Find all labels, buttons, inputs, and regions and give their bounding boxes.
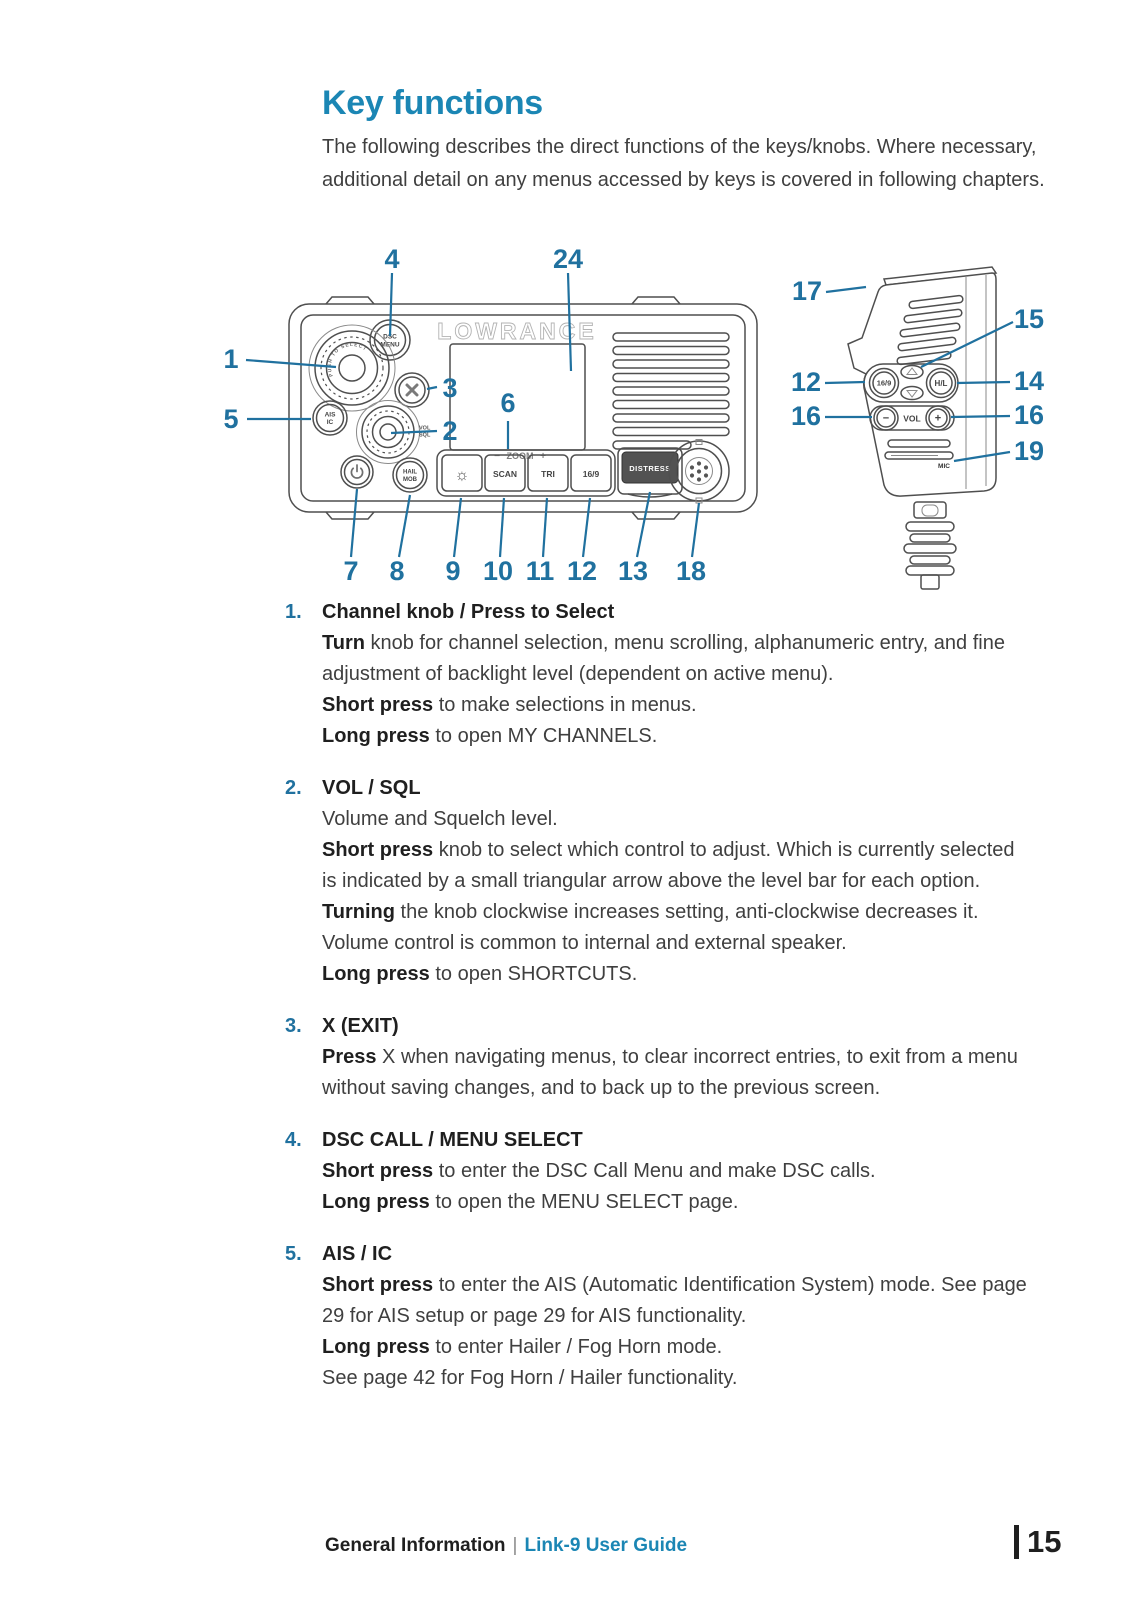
item-paragraph: Press X when navigating menus, to clear incorrect entries, to exit from a menu without saving changes, and to back up to the previous screen. [322,1046,1018,1099]
svg-text:SQL: SQL [419,432,431,439]
handset-cable [904,502,956,589]
key-function-item [285,773,1033,990]
item-paragraph: Short press to enter the DSC Call Menu and make DSC calls. [322,1160,876,1182]
callout-11: 11 [525,556,555,586]
svg-text:16/9: 16/9 [582,469,600,479]
callout-18: 18 [675,556,707,586]
plus-icon: + [934,412,942,425]
key-function-item [285,1239,1033,1394]
callout-9: 9 [445,556,461,586]
handset-drawing [848,267,996,589]
item-number: 4. [285,1129,302,1151]
svg-text:16/9: 16/9 [876,378,892,388]
svg-text:DISTRESS: DISTRESS [629,464,671,473]
callout-16-right: 16 [1013,400,1045,430]
item-number: 3. [285,1015,302,1037]
radio-front-panel-drawing [289,297,757,519]
intro-paragraph: The following describes the direct functions of the keys/knobs. Where necessary, additional detail on any menus accessed by keys is covered in following chapters. [322,136,1045,191]
zoom-minus-icon: − [494,451,500,462]
item-paragraph: Short press to enter the AIS (Automatic Identification System) mode. See page 29 for AIS setup or page 29 for AIS functionality. [322,1274,1027,1327]
item-paragraph: Short press to make selections in menus. [322,694,697,716]
distress-key-drawing [618,448,682,497]
page-number-bar [1014,1525,1019,1559]
svg-text:TRI: TRI [541,469,555,479]
callout-14: 14 [1013,366,1045,396]
speaker-grille [613,333,729,449]
key-function-item [285,1011,1033,1104]
brand-logo: LOWRANCE [437,318,597,344]
item-number: 2. [285,777,302,799]
footer-separator: | [512,1535,518,1556]
svg-text:H/L: H/L [934,379,948,388]
backlight-icon: ☼ [454,467,470,484]
footer-guide-link[interactable]: Link-9 User Guide [524,1535,688,1556]
callout-12: 12 [566,556,598,586]
item-paragraph: Long press to open MY CHANNELS. [322,725,658,747]
key-functions-diagram [0,240,1128,592]
callout-12-handset: 12 [790,367,822,397]
callout-5: 5 [223,404,239,434]
page-number [1014,1524,1061,1560]
callout-1: 1 [223,344,239,374]
item-paragraph: Turn knob for channel selection, menu scrolling, alphanumeric entry, and fine adjustment of backlight level (dependent on active menu). [322,632,1005,685]
diagram-svg [0,240,1128,592]
item-paragraph: See page 42 for Fog Horn / Hailer functionality. [322,1367,738,1389]
item-title: DSC CALL / MENU SELECT [322,1129,583,1151]
hail-mob-key-drawing [393,458,427,492]
page-number-value: 15 [1027,1524,1062,1559]
key-function-item [285,1125,1033,1218]
item-number: 1. [285,601,302,623]
footer [325,1535,687,1557]
item-title: X (EXIT) [322,1015,399,1037]
callout-7: 7 [343,556,359,586]
callout-19: 19 [1013,436,1045,466]
x-icon [407,385,417,395]
callout-13: 13 [617,556,649,586]
callout-8: 8 [389,556,405,586]
callout-16-left: 16 [790,401,822,431]
callout-4: 4 [384,244,400,274]
zoom-plus-icon: + [540,451,546,462]
item-paragraph: Long press to open SHORTCUTS. [322,963,638,985]
channel-knob-drawing [309,325,395,411]
callout-17: 17 [791,276,823,306]
svg-text:VOL: VOL [419,425,431,432]
svg-text:DSC: DSC [383,333,397,341]
svg-text:MENU: MENU [380,341,400,349]
display-screen [450,344,585,450]
item-paragraph: Long press to enter Hailer / Fog Horn mode. [322,1336,723,1358]
page-title: Key functions [322,84,543,122]
callout-10: 10 [482,556,514,586]
callout-2: 2 [442,416,458,446]
callout-15: 15 [1013,304,1045,334]
item-title: VOL / SQL [322,777,421,799]
item-paragraph: Volume and Squelch level. [322,808,558,830]
item-title: AIS / IC [322,1243,393,1265]
item-title: Channel knob / Press to Select [322,601,615,623]
item-number: 5. [285,1243,302,1265]
key-function-item [285,597,1033,752]
svg-text:ZOOM: ZOOM [506,451,534,461]
power-key-drawing [341,456,373,488]
svg-text:VOL: VOL [903,413,921,424]
svg-text:SCAN: SCAN [492,469,518,479]
knob-ring-text: PUSH TO SELECT [327,343,368,378]
svg-text:MIC: MIC [938,463,950,470]
x-exit-key-drawing [395,373,429,407]
svg-text:HAIL: HAIL [403,469,417,476]
footer-section-label: General Information [325,1535,506,1556]
svg-text:IC: IC [326,419,334,426]
zoom-label [494,451,546,462]
callout-24: 24 [552,244,584,274]
svg-text:AIS: AIS [324,411,336,419]
minus-icon: − [882,412,890,425]
callout-3: 3 [442,373,458,403]
svg-text:MOB: MOB [403,477,417,483]
item-paragraph: Short press knob to select which control to adjust. Which is currently selected is indicated by a small triangular arrow above the level bar for each option. Turning the knob clockwise increases setting, anti-clockwise decreases it. Volume control is common to internal and external speaker. [322,839,1015,954]
callout-6: 6 [500,388,516,418]
ais-ic-key-drawing [313,401,347,435]
item-paragraph: Long press to open the MENU SELECT page. [322,1191,739,1213]
key-functions-list [285,597,1033,1415]
power-icon [351,465,362,478]
